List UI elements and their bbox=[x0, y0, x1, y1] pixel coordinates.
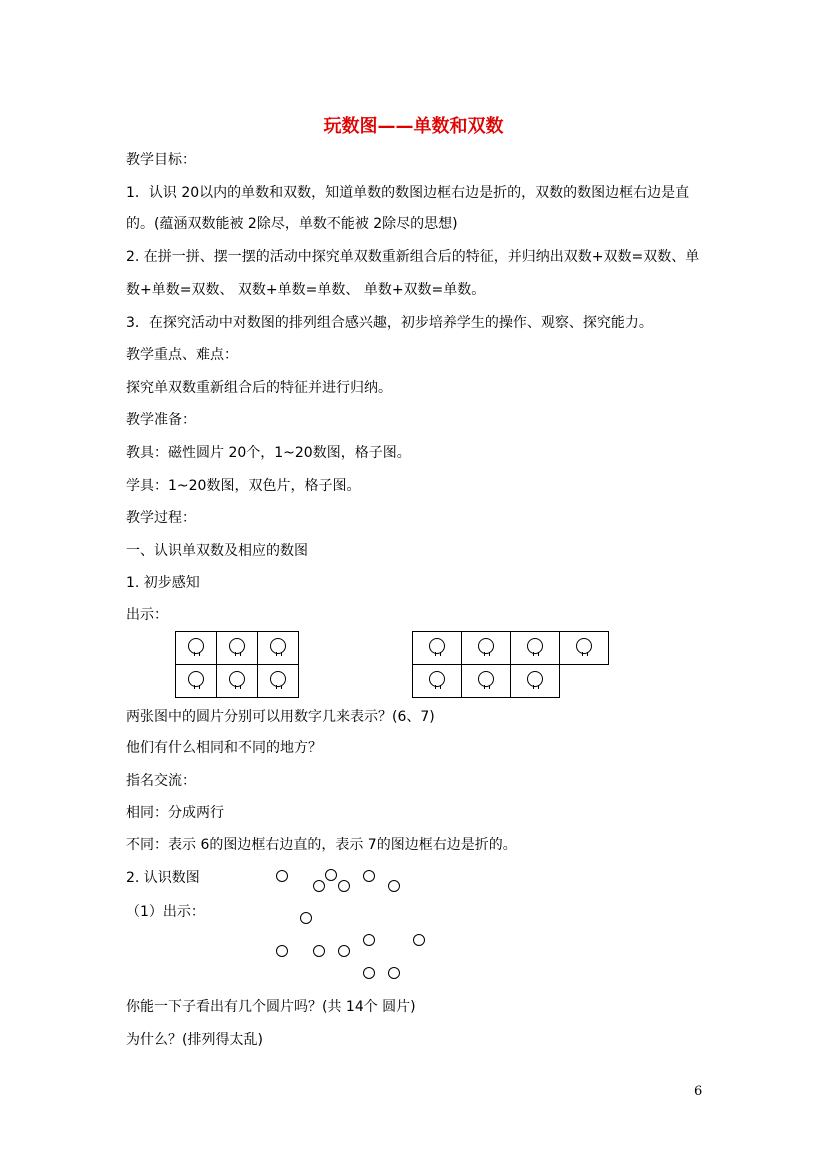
text-line: 为什么？(排列得太乱) bbox=[126, 1032, 263, 1048]
disc-icon bbox=[325, 869, 337, 881]
text-line: 他们有什么相同和不同的地方？ bbox=[126, 740, 322, 756]
disc-icon bbox=[527, 671, 543, 687]
text-line: 你能一下子看出有几个圆片吗？(共 14个 圆片) bbox=[126, 999, 416, 1015]
number-picture-six bbox=[175, 631, 299, 698]
text-line: 学具：1~20数图，双色片，格子图。 bbox=[126, 478, 361, 494]
text-line: 教学重点、难点： bbox=[126, 347, 238, 363]
disc-icon bbox=[229, 638, 245, 654]
disc-icon bbox=[276, 870, 288, 882]
text-line: 不同：表示 6的图边框右边直的，表示 7的图边框右边是折的。 bbox=[126, 837, 517, 853]
text-line: 探究单双数重新组合后的特征并进行归纳。 bbox=[126, 380, 392, 396]
disc-icon bbox=[338, 880, 350, 892]
disc-icon bbox=[429, 671, 445, 687]
text-line: 两张图中的圆片分别可以用数字几来表示？(6、7) bbox=[126, 709, 435, 725]
disc-icon bbox=[338, 945, 350, 957]
disc-icon bbox=[388, 967, 400, 979]
text-line: 2. 在拼一拼、摆一摆的活动中探究单双数重新组合后的特征，并归纳出双数+双数=双数、单 bbox=[126, 249, 700, 265]
disc-icon bbox=[313, 945, 325, 957]
text-line: 相同：分成两行 bbox=[126, 805, 224, 821]
text-line: 数+单数=双数、 双数+单数=单数、 单数+双数=单数。 bbox=[126, 282, 486, 298]
disc-icon bbox=[363, 934, 375, 946]
disc-icon bbox=[576, 638, 592, 654]
text-line: （1）出示： bbox=[126, 904, 205, 920]
disc-icon bbox=[276, 945, 288, 957]
disc-icon bbox=[388, 880, 400, 892]
text-line: 1．认识 20以内的单数和双数，知道单数的数图边框右边是折的，双数的数图边框右边是直 bbox=[126, 185, 690, 201]
text-line: 教学过程： bbox=[126, 510, 196, 526]
text-line: 一、认识单双数及相应的数图 bbox=[126, 543, 308, 559]
disc-icon bbox=[478, 671, 494, 687]
disc-icon bbox=[188, 671, 204, 687]
disc-icon bbox=[429, 638, 445, 654]
disc-icon bbox=[363, 967, 375, 979]
text-line: 2. 认识数图 bbox=[126, 870, 200, 886]
text-line: 的。(蕴涵双数能被 2除尽，单数不能被 2除尽的思想) bbox=[126, 216, 458, 232]
document-title: 玩数图——单数和双数 bbox=[323, 116, 504, 137]
disc-icon bbox=[527, 638, 543, 654]
text-line: 3．在探究活动中对数图的排列组合感兴趣，初步培养学生的操作、观察、探究能力。 bbox=[126, 315, 653, 331]
disc-icon bbox=[413, 934, 425, 946]
disc-icon bbox=[270, 638, 286, 654]
text-line: 1. 初步感知 bbox=[126, 575, 200, 591]
disc-icon bbox=[229, 671, 245, 687]
text-line: 教具：磁性圆片 20个，1~20数图，格子图。 bbox=[126, 445, 411, 461]
disc-icon bbox=[300, 912, 312, 924]
disc-icon bbox=[478, 638, 494, 654]
disc-icon bbox=[270, 671, 286, 687]
disc-icon bbox=[313, 880, 325, 892]
text-line: 教学准备： bbox=[126, 412, 196, 428]
text-line: 教学目标： bbox=[126, 152, 196, 168]
disc-icon bbox=[363, 870, 375, 882]
number-picture-seven bbox=[412, 631, 609, 698]
text-line: 出示： bbox=[126, 607, 168, 623]
text-line: 指名交流： bbox=[126, 773, 196, 789]
page-number: 6 bbox=[694, 1084, 703, 1099]
disc-icon bbox=[188, 638, 204, 654]
